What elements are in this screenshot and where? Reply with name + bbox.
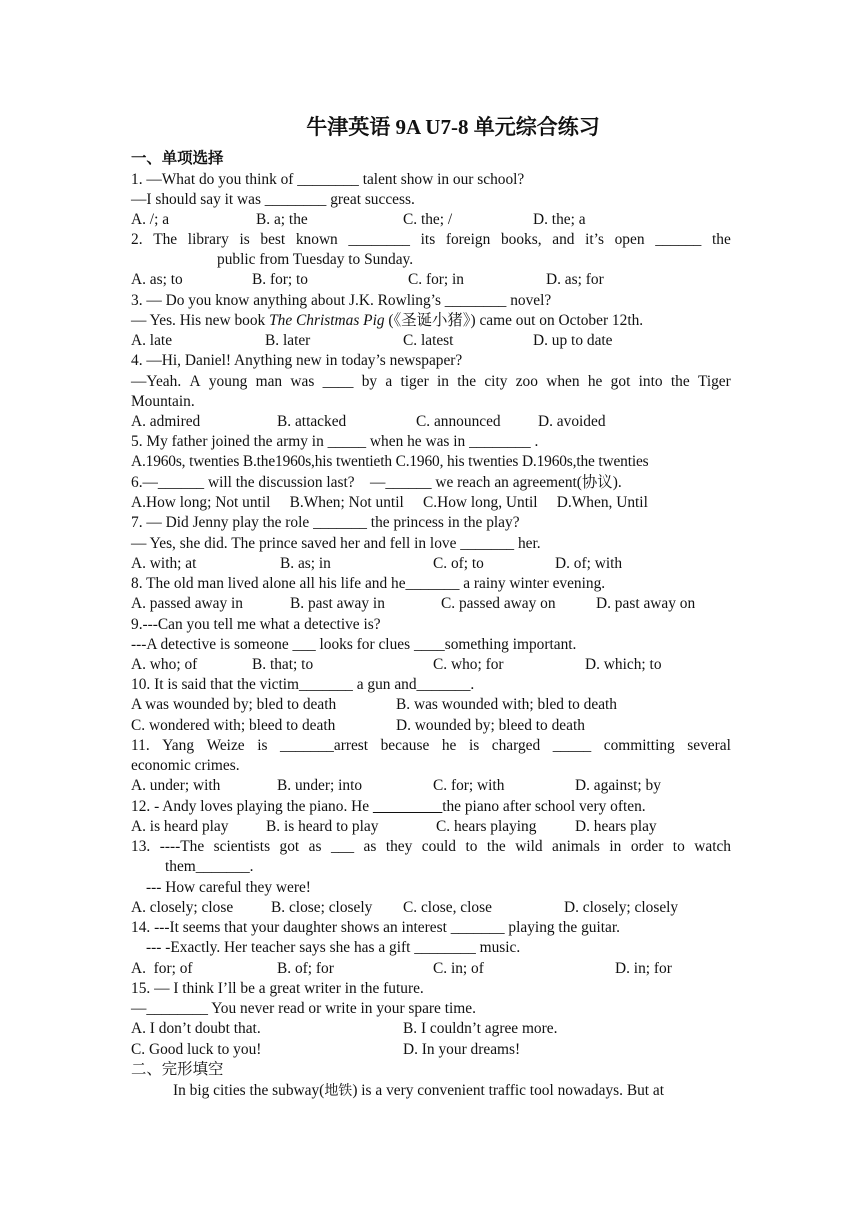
question-1-options: [131, 210, 731, 230]
option-d: D. past away on: [596, 595, 696, 612]
option-a: A. late: [131, 332, 173, 349]
question-10-options-2: [131, 716, 731, 736]
option-a: A. with; at: [131, 555, 197, 572]
option-d: D. in; for: [615, 960, 672, 977]
option-d: D. closely; closely: [564, 899, 679, 916]
option-a: A. admired: [131, 413, 201, 430]
option-d: D. the; a: [533, 211, 586, 228]
question-3-stem-2: — Yes. His new book The Christmas Pig (《圣诞小猪》) came out on October 12th.: [131, 312, 644, 329]
option-a: A. who; of: [131, 656, 198, 673]
option-a: A. I don’t doubt that.: [131, 1020, 261, 1037]
option-a: A. closely; close: [131, 899, 234, 916]
question-9-stem-2: ---A detective is someone ___ looks for clues ____something important.: [131, 636, 577, 653]
option-c: C. Good luck to you!: [131, 1041, 262, 1058]
option-d: D. of; with: [555, 555, 623, 572]
option-d: D. avoided: [538, 413, 606, 430]
option-a: A. /; a: [131, 211, 170, 228]
option-c: C. in; of: [433, 960, 484, 977]
question-2-stem: 2. The library is best known ________ its foreign books, and it’s open ______ the: [131, 231, 731, 248]
option-b: B. a; the: [256, 211, 308, 228]
option-c: C. hears playing: [436, 818, 537, 835]
option-b: B. of; for: [277, 960, 334, 977]
option-c: C. for; with: [433, 777, 505, 794]
question-13-stem: 13. ----The scientists got as ___ as they could to the wild animals in order to watch: [131, 838, 731, 855]
question-12-stem: 12. - Andy loves playing the piano. He _________the piano after school very often.: [131, 798, 646, 815]
question-12-options: [131, 817, 731, 837]
question-6-options: A.How long; Not until B.When; Not until C.How long, Until D.When, Until: [131, 494, 648, 511]
option-a: A. passed away in: [131, 595, 243, 612]
question-8-options: [131, 594, 731, 614]
question-15-stem: 15. — I think I’ll be a great writer in the future.: [131, 980, 424, 997]
question-13-stem-3: --- How careful they were!: [146, 879, 311, 896]
question-5-options: A.1960s, twenties B.the1960s,his twentieth C.1960, his twenties D.1960s,the twenties: [131, 453, 649, 470]
question-11-stem: 11. Yang Weize is _______arrest because he is charged _____ committing several: [131, 737, 731, 754]
option-a: A. under; with: [131, 777, 221, 794]
question-14-stem-2: --- -Exactly. Her teacher says she has a gift ________ music.: [146, 939, 521, 956]
question-7-stem-2: — Yes, she did. The prince saved her and fell in love _______ her.: [131, 535, 541, 552]
question-14-stem: 14. ---It seems that your daughter shows an interest _______ playing the guitar.: [131, 919, 620, 936]
option-b: B. was wounded with; bled to death: [396, 696, 617, 713]
question-3-options: [131, 331, 731, 351]
option-d: D. hears play: [575, 818, 657, 835]
option-c: C. wondered with; bleed to death: [131, 717, 336, 734]
option-c: C. latest: [403, 332, 454, 349]
option-b: B. as; in: [280, 555, 331, 572]
option-a: A was wounded by; bled to death: [131, 696, 337, 713]
question-8-stem: 8. The old man lived alone all his life and he_______ a rainy winter evening.: [131, 575, 606, 592]
question-15-options-2: [131, 1040, 731, 1060]
option-b: B. that; to: [252, 656, 314, 673]
option-b: B. under; into: [277, 777, 363, 794]
question-15-stem-2: —________ You never read or write in your spare time.: [131, 1000, 476, 1017]
option-c: C. announced: [416, 413, 501, 430]
option-c: C. of; to: [433, 555, 484, 572]
option-b: B. past away in: [290, 595, 385, 612]
question-15-options-1: [131, 1019, 731, 1039]
question-4-stem-2: —Yeah. A young man was ____ by a tiger in the city zoo when he got into the Tiger: [131, 373, 731, 390]
question-2-stem-2: public from Tuesday to Sunday.: [217, 251, 414, 268]
option-d: D. up to date: [533, 332, 613, 349]
option-c: C. who; for: [433, 656, 504, 673]
section-heading-cloze: 二、完形填空: [131, 1061, 224, 1078]
question-1-stem-2: —I should say it was ________ great success.: [131, 191, 415, 208]
option-d: D. wounded by; bleed to death: [396, 717, 585, 734]
passage-first-line: In big cities the subway(地铁) is a very convenient traffic tool nowadays. But at: [173, 1082, 665, 1099]
option-c: C. for; in: [408, 271, 465, 288]
question-9-options: [131, 655, 731, 675]
option-d: D. against; by: [575, 777, 661, 794]
question-7-options: [131, 554, 731, 574]
book-title: The Christmas Pig: [269, 312, 385, 329]
question-11-options: [131, 776, 731, 796]
question-9-stem: 9.---Can you tell me what a detective is?: [131, 616, 381, 633]
question-3-stem: 3. — Do you know anything about J.K. Rowling’s ________ novel?: [131, 292, 552, 309]
question-4-stem: 4. —Hi, Daniel! Anything new in today’s newspaper?: [131, 352, 463, 369]
option-b: B. close; closely: [271, 899, 373, 916]
answer-blank: _________: [372, 798, 443, 815]
question-6-stem: 6.—______ will the discussion last? —______ we reach an agreement(协议).: [131, 474, 622, 491]
question-10-stem: 10. It is said that the victim_______ a gun and_______.: [131, 676, 475, 693]
question-1-stem: 1. —What do you think of ________ talent show in our school?: [131, 171, 525, 188]
question-2-options: [131, 270, 731, 290]
question-4-options: [131, 412, 731, 432]
page-title: 牛津英语 9A U7-8 单元综合练习: [306, 115, 600, 139]
option-d: D. In your dreams!: [403, 1041, 521, 1058]
question-13-stem-2: them_______.: [165, 858, 254, 875]
option-d: D. which; to: [585, 656, 662, 673]
option-b: B. attacked: [277, 413, 347, 430]
option-c: C. close, close: [403, 899, 492, 916]
option-a: A. for; of: [131, 960, 193, 977]
option-c: C. passed away on: [441, 595, 556, 612]
question-11-stem-2: economic crimes.: [131, 757, 240, 774]
option-a: A. is heard play: [131, 818, 229, 835]
question-7-stem: 7. — Did Jenny play the role _______ the princess in the play?: [131, 514, 520, 531]
question-10-options-1: [131, 695, 731, 715]
question-5-stem: 5. My father joined the army in _____ when he was in ________ .: [131, 433, 539, 450]
option-b: B. later: [265, 332, 311, 349]
section-heading-multiple-choice: 一、单项选择: [131, 150, 224, 167]
option-b: B. is heard to play: [266, 818, 379, 835]
question-14-options: [131, 959, 731, 979]
option-a: A. as; to: [131, 271, 183, 288]
option-c: C. the; /: [403, 211, 453, 228]
question-13-options: [131, 898, 731, 918]
option-b: B. I couldn’t agree more.: [403, 1020, 558, 1037]
question-4-stem-3: Mountain.: [131, 393, 195, 410]
option-d: D. as; for: [546, 271, 604, 288]
option-b: B. for; to: [252, 271, 309, 288]
